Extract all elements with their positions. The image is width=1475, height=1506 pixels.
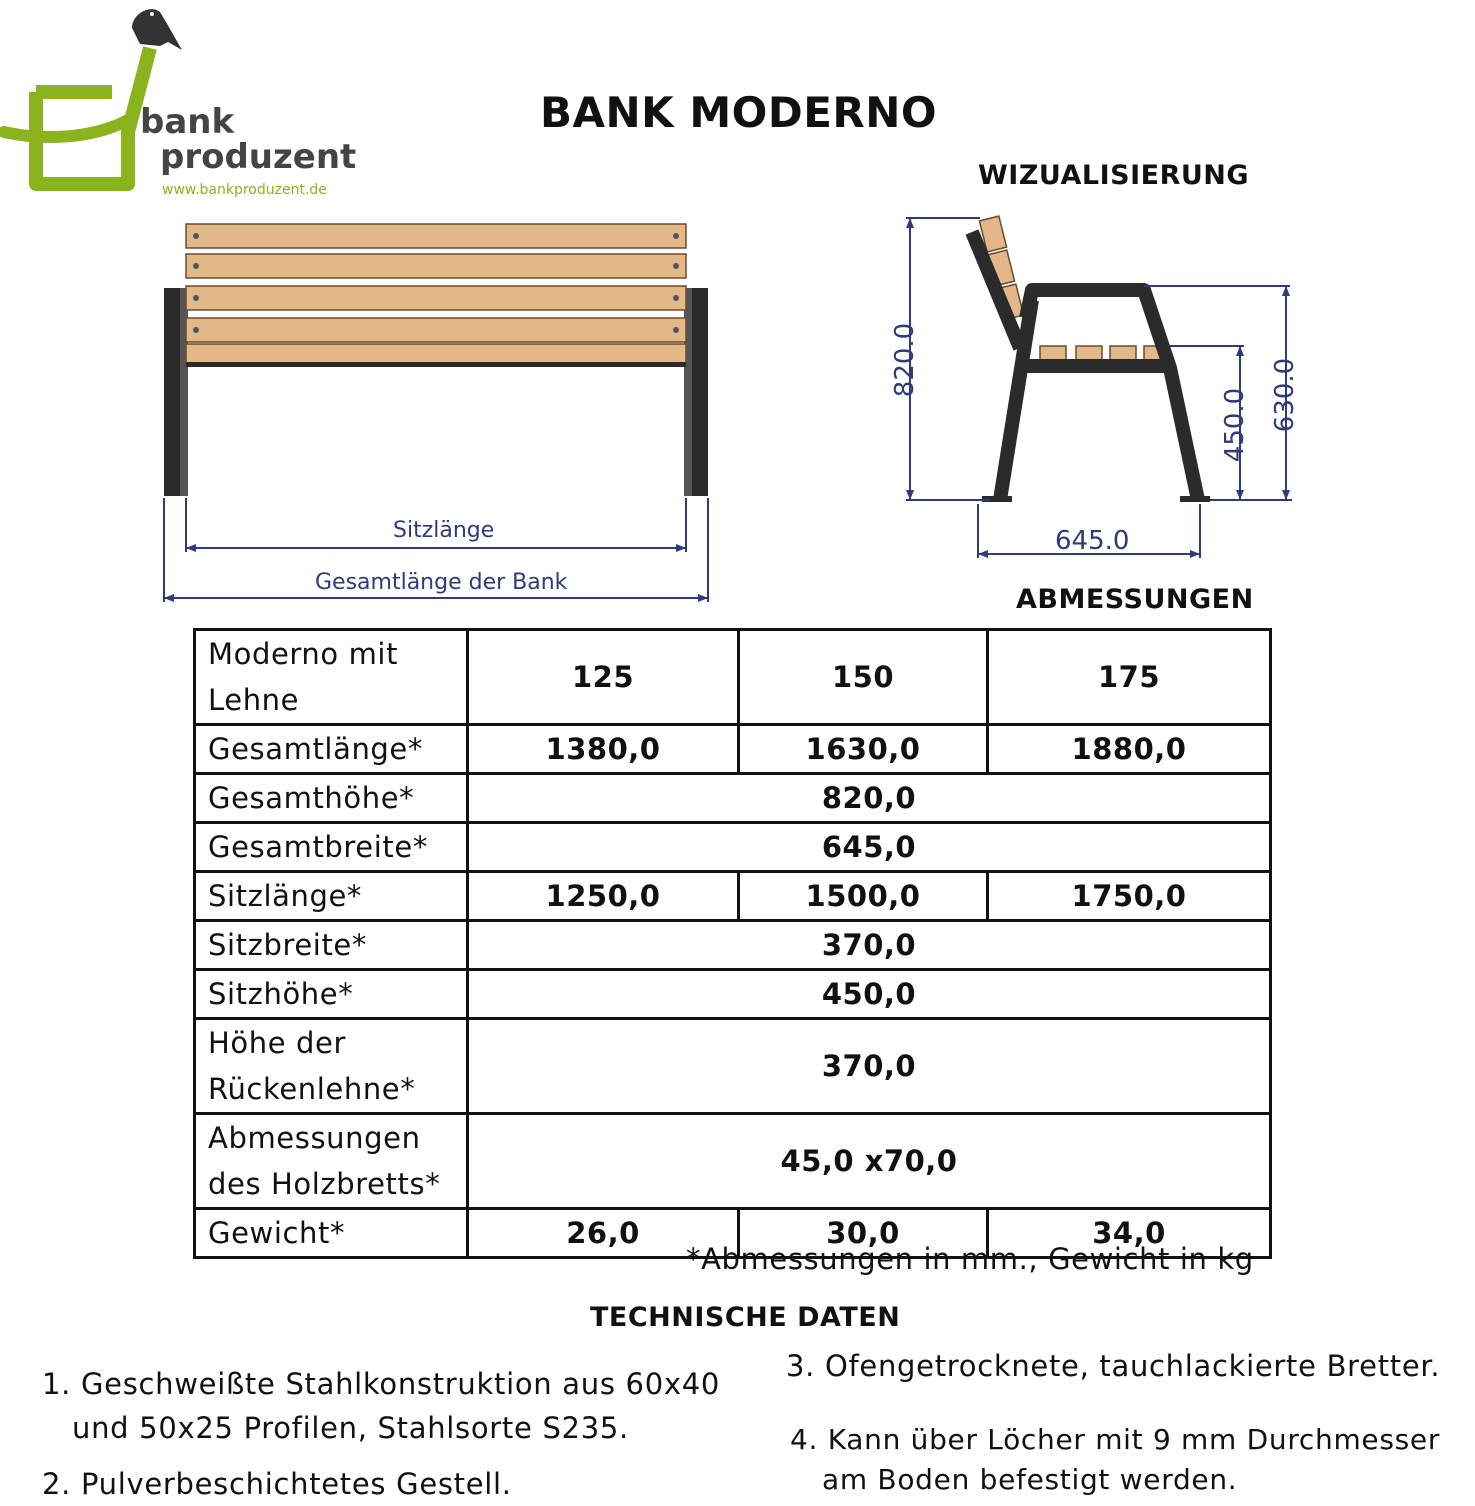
logo-word-bank: bank [140,102,235,142]
table-row [195,1019,1271,1114]
tech-item-1-line-2: und 50x25 Profilen, Stahlsorte S235. [72,1411,629,1445]
dimensions-heading: ABMESSUNGEN [1016,584,1254,615]
cell-value: 820,0 [468,774,1271,823]
cell-value: 1250,0 [468,872,739,921]
tech-item-4-line-2: am Boden befestigt werden. [822,1463,1238,1496]
units-footnote: *Abmessungen in mm., Gewicht in kg [686,1242,1254,1276]
seat-length-label: Sitzlänge [393,518,495,543]
tech-item-2: 2. Pulverbeschichtetes Gestell. [42,1467,512,1501]
logo-url: www.bankproduzent.de [162,182,327,198]
row-label: Sitzhöhe* [195,970,468,1019]
row-label: Gewicht* [195,1209,468,1258]
cell-value: 30,0 [739,1209,988,1258]
brand-logo [0,0,380,210]
seat-height-label: 450.0 [1220,387,1250,463]
cell-value: 645,0 [468,823,1271,872]
table-header-row [195,630,1271,725]
row-label: Abmessungen des Holzbretts* [195,1114,468,1209]
table-row [195,823,1271,872]
table-header-label: Moderno mit Lehne [195,630,468,725]
cell-value: 34,0 [988,1209,1271,1258]
row-label: Sitzlänge* [195,872,468,921]
cell-value: 1630,0 [739,725,988,774]
cell-value: 370,0 [468,1019,1271,1114]
cell-value: 26,0 [468,1209,739,1258]
row-label: Gesamtlänge* [195,725,468,774]
cell-value: 1880,0 [988,725,1271,774]
table-row [195,725,1271,774]
table-row [195,921,1271,970]
page-title: BANK MODERNO [540,88,938,137]
cell-value: 45,0 x70,0 [468,1114,1271,1209]
cell-value: 1380,0 [468,725,739,774]
height-total-label-box [875,322,935,398]
table-header-150: 150 [739,630,988,725]
table-row [195,872,1271,921]
table-row [195,970,1271,1019]
row-label: Gesamthöhe* [195,774,468,823]
cell-value: 1500,0 [739,872,988,921]
row-label: Sitzbreite* [195,921,468,970]
cell-value: 450,0 [468,970,1271,1019]
table-row [195,1114,1271,1209]
depth-label: 645.0 [1055,526,1130,556]
row-label: Höhe der Rückenlehne* [195,1019,468,1114]
cell-value: 370,0 [468,921,1271,970]
total-length-label: Gesamtlänge der Bank [315,570,568,595]
table-header-125: 125 [468,630,739,725]
technical-data-heading: TECHNISCHE DATEN [590,1302,901,1333]
bench-front-view [150,210,730,620]
tech-item-1-line-1: 1. Geschweißte Stahlkonstruktion aus 60x40 [42,1367,721,1401]
visualization-heading: WIZUALISIERUNG [978,160,1250,191]
height-total-label: 820.0 [890,322,920,398]
table-row [195,774,1271,823]
tech-item-4-line-1: 4. Kann über Löcher mit 9 mm Durchmesser [790,1423,1441,1456]
table-header-175: 175 [988,630,1271,725]
armrest-height-label: 630.0 [1270,357,1300,433]
tech-item-3: 3. Ofengetrocknete, tauchlackierte Bretter. [786,1349,1441,1383]
cell-value: 1750,0 [988,872,1271,921]
logo-word-produzent: produzent [160,137,357,177]
row-label: Gesamtbreite* [195,823,468,872]
dimensions-table [193,628,1272,1259]
armrest-height-label-box [1255,357,1315,433]
